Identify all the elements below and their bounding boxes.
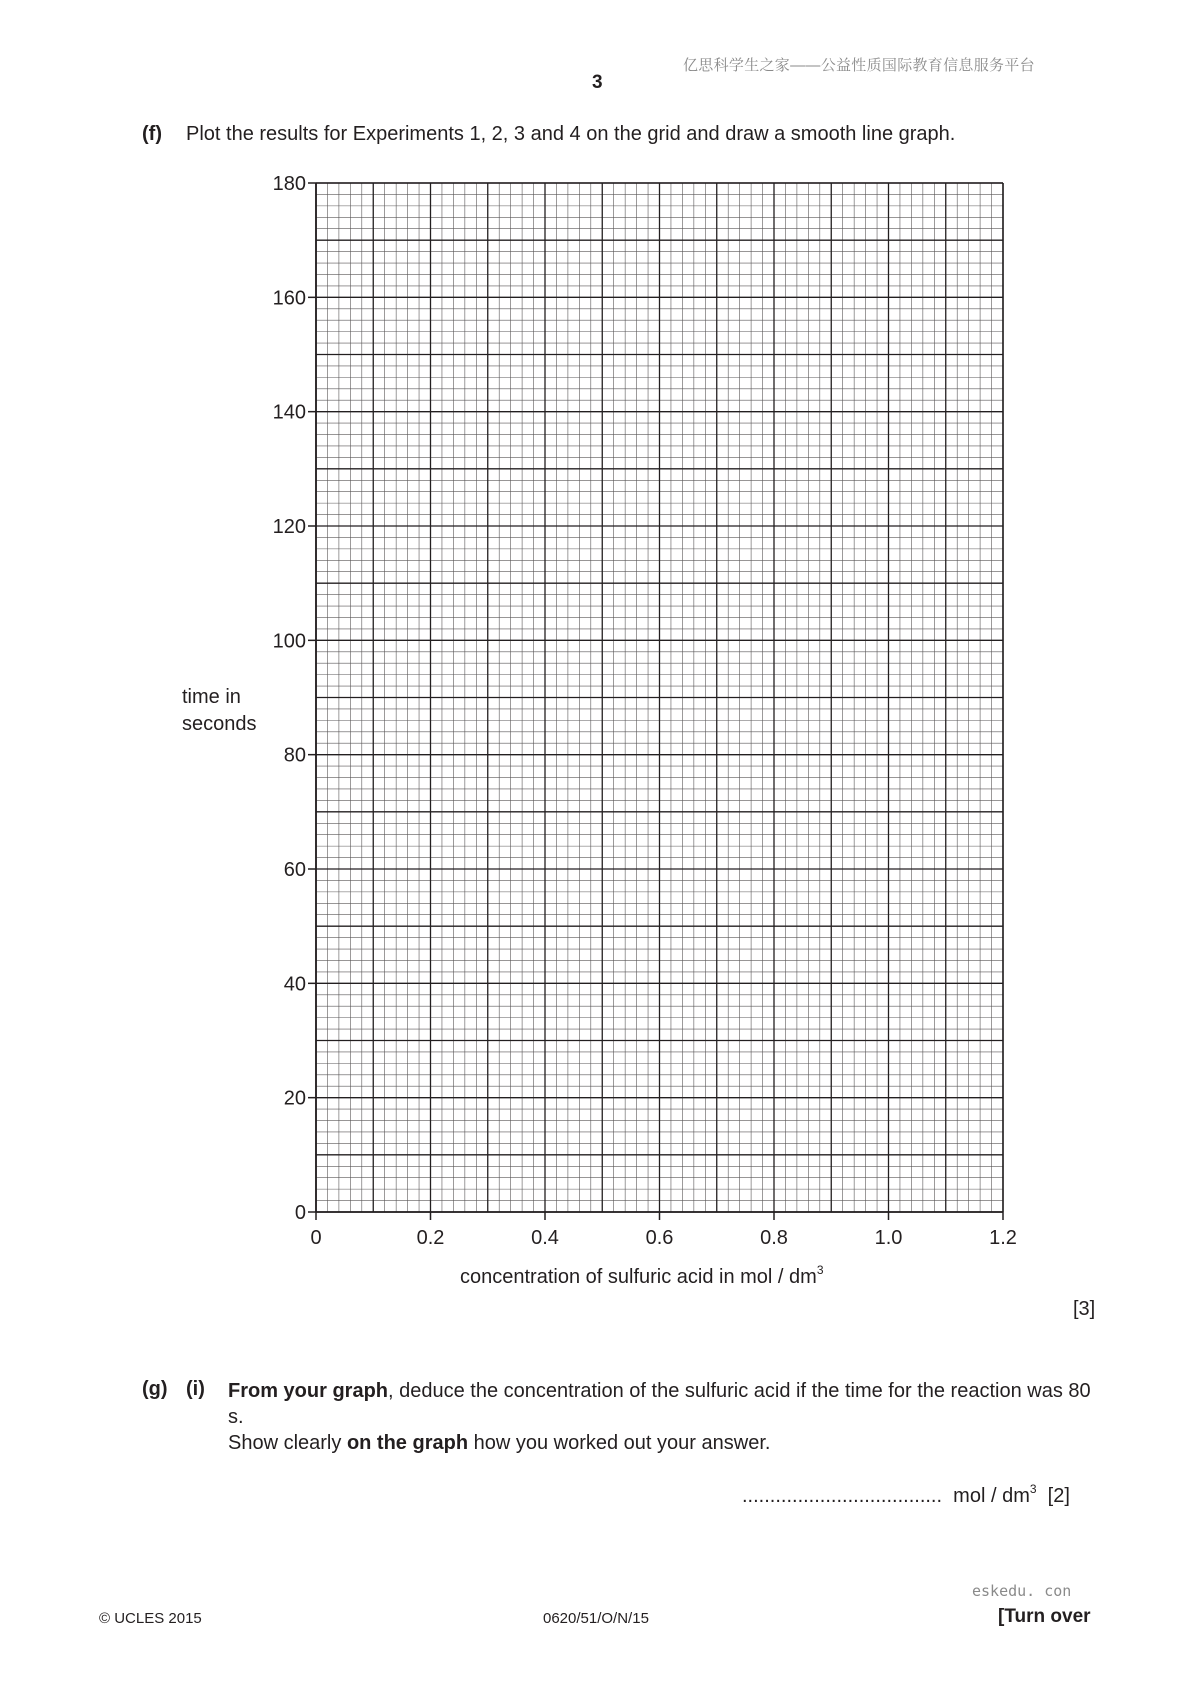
x-axis-label-superscript: 3 [816, 1263, 824, 1277]
x-tick-label: 1.0 [874, 1227, 903, 1249]
x-tick-label: 1.2 [989, 1227, 1017, 1249]
y-tick-label: 0 [294, 1202, 306, 1224]
question-g-text2a: Show clearly [228, 1432, 347, 1454]
answer-unit: mol / dm [953, 1485, 1030, 1507]
question-g-line1 [228, 1378, 1108, 1430]
paper-code: 0620/51/O/N/15 [543, 1610, 649, 1627]
answer-unit-superscript: 3 [1029, 1482, 1037, 1496]
axis-tick-labels [273, 173, 1017, 1249]
answer-dots[interactable]: .................................... [742, 1485, 943, 1507]
x-tick-label: 0.4 [531, 1227, 559, 1249]
y-tick-label: 100 [272, 630, 306, 653]
y-tick-label: 140 [272, 401, 306, 424]
page-number: 3 [592, 72, 603, 93]
question-f-marks: [3] [1073, 1298, 1096, 1320]
y-tick-label: 20 [283, 1087, 306, 1110]
x-tick-label: 0.2 [416, 1227, 445, 1249]
x-tick-label: 0 [310, 1227, 322, 1249]
question-f-text: Plot the results for Experiments 1, 2, 3 and 4 on the grid and draw a smooth line graph. [186, 123, 956, 145]
question-g-line2 [228, 1430, 1108, 1456]
y-tick-label: 160 [272, 287, 306, 310]
x-tick-label: 0.8 [760, 1227, 788, 1249]
x-axis-label-text: concentration of sulfuric acid in mol / dm [460, 1266, 817, 1288]
y-tick-label: 120 [272, 516, 306, 538]
x-tick-label: 0.6 [645, 1227, 674, 1249]
y-axis-label [182, 684, 282, 738]
question-g-bold2: on the graph [346, 1432, 469, 1454]
y-axis-label-line2: seconds [182, 713, 257, 735]
y-tick-label: 80 [283, 744, 306, 767]
y-tick-label: 180 [272, 173, 306, 195]
question-g-sub-label: (i) [186, 1378, 205, 1400]
axis-ticks [308, 183, 1003, 1220]
y-tick-label: 60 [283, 859, 306, 881]
y-tick-label: 40 [283, 973, 306, 996]
question-g-text2b: how you worked out your answer. [468, 1432, 771, 1454]
question-g-text1: , deduce the concentration of the sulfuric acid if the time for the reaction was 80 s. [228, 1380, 1091, 1428]
header-watermark: 亿思科学生之家——公益性质国际教育信息服务平台 [683, 57, 1035, 74]
turn-over: [Turn over [998, 1606, 1091, 1627]
y-axis-label-line1: time in [182, 686, 241, 708]
copyright: © UCLES 2015 [99, 1610, 202, 1627]
question-g-text [228, 1378, 1108, 1456]
footer-watermark: eskedu. con [972, 1582, 1072, 1600]
x-axis-label [460, 1263, 824, 1289]
question-g-marks: [2] [1047, 1485, 1070, 1507]
question-g-label: (g) [142, 1378, 168, 1400]
answer-line[interactable] [742, 1482, 1070, 1508]
question-g-bold1: From your graph [228, 1380, 389, 1402]
question-f-label: (f) [142, 123, 162, 145]
